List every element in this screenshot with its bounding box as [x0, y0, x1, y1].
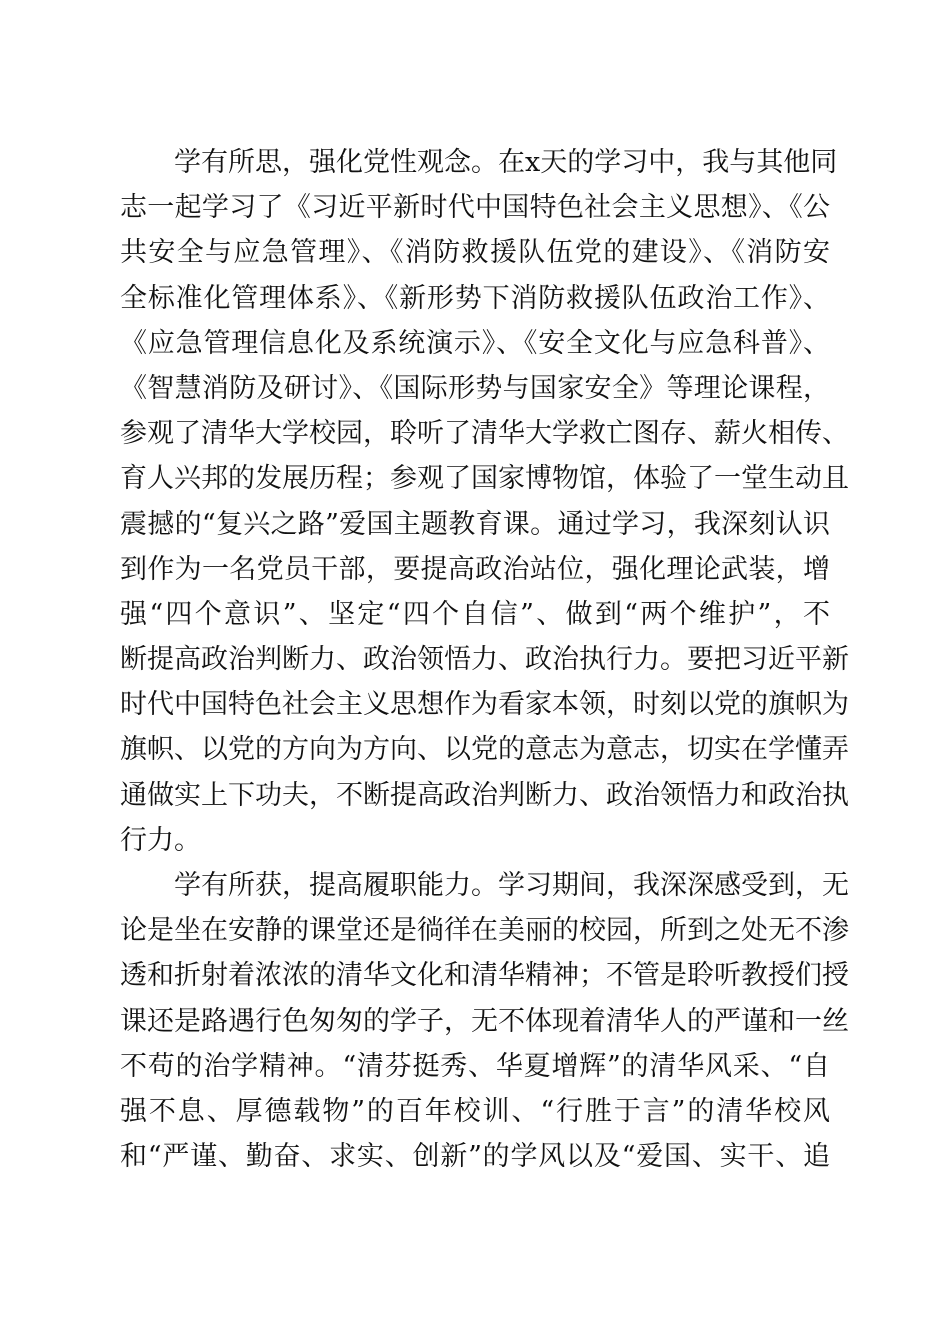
text-line: 通做实上下功夫，不断提高政治判断力、政治领悟力和政治执: [120, 779, 849, 811]
text-line: 《应急管理信息化及系统演示》、《安全文化与应急科普》、: [120, 327, 830, 359]
text-line: 强不息、厚德载物”的百年校训、“行胜于言”的清华校风: [120, 1095, 830, 1127]
text-line: 和“严谨、勤奋、求实、创新”的学风以及“爱国、实干、追: [120, 1141, 830, 1173]
document-body: [120, 140, 849, 1179]
text-line: 到作为一名党员干部，要提高政治站位，强化理论武装，增: [120, 553, 830, 585]
text-line: 《智慧消防及研讨》、《国际形势与国家安全》等理论课程，: [120, 372, 830, 404]
text-line: 行力。: [120, 824, 201, 856]
text-line: 透和折射着浓浓的清华文化和清华精神；不管是聆听教授们授: [120, 960, 849, 992]
text-line: 震撼的“复兴之路”爱国主题教育课。通过学习，我深刻认识: [120, 508, 830, 540]
text-line: 学有所获，提高履职能力。学习期间，我深深感受到，无: [174, 870, 849, 901]
text-line: 旗帜、以党的方向为方向、以党的意志为意志，切实在学懂弄: [120, 734, 849, 766]
text-line: 课还是路遇行色匆匆的学子，无不体现着清华人的严谨和一丝: [120, 1005, 849, 1037]
text-line: 学有所思，强化党性观念。在x天的学习中，我与其他同: [174, 147, 838, 178]
paragraph-2: [120, 863, 849, 1179]
text-line: 参观了清华大学校园，聆听了清华大学救亡图存、薪火相传、: [120, 418, 849, 450]
text-line: 断提高政治判断力、政治领悟力、政治执行力。要把习近平新: [120, 644, 849, 676]
text-line: 不苟的治学精神。“清芬挺秀、华夏增辉”的清华风采、“自: [120, 1050, 830, 1082]
text-line: 共安全与应急管理》、《消防救援队伍党的建设》、《消防安: [120, 237, 830, 269]
text-line: 志一起学习了《习近平新时代中国特色社会主义思想》、《公: [120, 192, 830, 224]
paragraph-1: [120, 140, 849, 863]
text-line: 强“四个意识”、坚定“四个自信”、做到“两个维护”，不: [120, 598, 830, 630]
text-line: 论是坐在安静的课堂还是徜徉在美丽的校园，所到之处无不渗: [120, 915, 849, 947]
text-line: 育人兴邦的发展历程；参观了国家博物馆，体验了一堂生动且: [120, 463, 849, 495]
text-line: 时代中国特色社会主义思想作为看家本领，时刻以党的旗帜为: [120, 689, 849, 721]
text-line: 全标准化管理体系》、《新形势下消防救援队伍政治工作》、: [120, 282, 830, 314]
